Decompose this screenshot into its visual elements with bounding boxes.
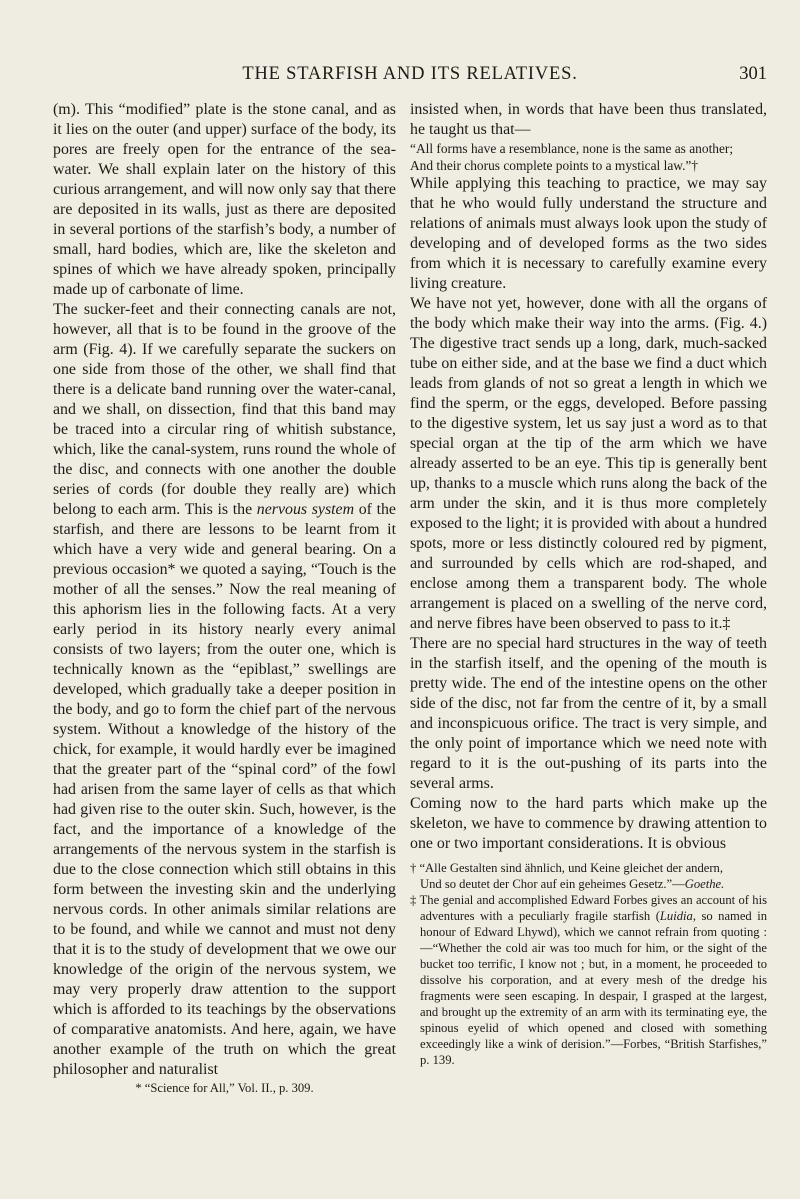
- paragraph-mouth-intestine: There are no special hard structures in the way of teeth in the starfish itself, and the opening of the mouth is pretty wide. The end of the intestine opens on the other side of the disc, not far from the centre of it, by a small and inconspicuous orifice. The tract is very simple, and the only point of importance which we need note with regard to it is the out-pushing of its parts into the several arms.: [410, 635, 767, 792]
- paragraph-nervous-system: [53, 300, 396, 1080]
- footnote-text: , so named in honour of Edward Lhywd), which we cannot refrain from quoting :—“Whether the cold air was too much for him, or the sight of the bucket too terrific, I know not ; but, in a moment, he proceeded to dissolve his corporation, and at every mesh of the dredge his fragments were seen escaping. In despair, I grasped at the largest, and brought up the extremity of an arm with its terminating eye, the spinous eyelid of which opened and closed with something exceedingly like a wink of derision.”—Forbes, “British Starfishes,” p. 139.: [420, 909, 767, 1067]
- verse-line-1: “All forms have a resemblance, none is the same as another;: [410, 141, 734, 156]
- footnote-science-for-all: * “Science for All,” Vol. II., p. 309.: [135, 1081, 314, 1095]
- footnote-goethe: [410, 860, 767, 892]
- footnote-line: Und so deutet der Chor auf ein geheimes Gesetz.”—: [420, 877, 685, 891]
- paragraph-text: The sucker-feet and their connecting canals are not, however, all that is to be found in the groove of the arm (Fig. 4). If we carefully separate the suckers on one side from those of the other, we shall find that there is a delicate band running over the water-canal, and we shall, on dissection, find that this band may be traced into a circular ring of whitish substance, which, like the canal-system, runs round the whole of the disc, and connects with one another the double series of cords (for double they really are) which belong to each arm. This is the: [53, 301, 396, 518]
- footnote-line: † “Alle Gestalten sind ähnlich, und Keine gleichet der andern,: [410, 861, 723, 875]
- paragraph-text: of the starfish, and there are lessons to be learnt from it which have a very wide and general bearing. On a previous occasion* we quoted a saying, “Touch is the mother of all the senses.” Now the real meaning of this aphorism lies in the following facts. At a very early period in its history nearly every animal consists of two layers; from the outer one, which is technically known as the “epiblast,” swellings are developed, which gradually take a deeper position in the body, and go to form the chief part of the nervous system. Without a knowledge of the history of the chick, for example, it would hardly ever be imagined that the greater part of the “spinal cord” of the fowl had arisen from the same layer of cells as that which had given rise to the outer skin. Such, however, is the fact, and the importance of a knowledge of the arrangements of the nervous system in the starfish is due to the close connection which still obtains in this form between the investing skin and the underlying nervous cords. In other animals similar relations are to be found, and while we cannot and must not deny that it is to the study of development that we owe our knowledge of the origin of the nervous system, we may very properly draw attention to the support which is afforded to its teachings by the observations of comparative anatomists. And here, again, we have another example of the truth on which the great philosopher and naturalist: [53, 501, 396, 1078]
- paragraph-stone-canal: (m). This “modified” plate is the stone canal, and as it lies on the outer (and upper) surface of the body, its pores are freely open for the entrance of the sea-water. We shall explain later on the history of this curious arrangement, and will now only say that there are deposited in its walls, just as there are deposited in several portions of the starfish’s body, a number of small, hard bodies, which are, like the skeleton and spines of which we have already spoken, principally made up of carbonate of lime.: [53, 101, 396, 298]
- paragraph-hard-parts: Coming now to the hard parts which make up the skeleton, we have to commence by drawing attention to one or two important considerations. It is obvious: [410, 795, 767, 852]
- paragraph-insisted: insisted when, in words that have been thus translated, he taught us that—: [410, 101, 767, 138]
- emphasis-nervous-system: nervous system: [256, 501, 355, 518]
- running-header: [53, 64, 767, 88]
- footnote-citation: Goethe.: [684, 877, 725, 891]
- right-column: [410, 100, 767, 1068]
- verse-line-2: And their chorus complete points to a mystical law.”†: [410, 158, 699, 173]
- footnote-text: ‡ The genial and accomplished Edward Forbes gives an account of his adventures with a peculiarly fragile starfish (: [410, 893, 767, 923]
- paragraph-applying-teaching: While applying this teaching to practice, we may say that he who would fully understand the structure and relations of animals must always look upon the study of developing and of developed forms as the two sides from which it is necessary to carefully examine every living creature.: [410, 175, 767, 292]
- paragraph-organs-in-arms: We have not yet, however, done with all the organs of the body which make their way into the arms. (Fig. 4.) The digestive tract sends up a long, dark, much-sacked tube on either side, and at the base we find a duct which leads from glands of not so great a length in which we find the sperm, or the eggs, developed. Before passing to the digestive system, let us say just a word as to that special organ at the tip of the arm which we have already asserted to be an eye. This tip is generally bent up, thanks to a muscle which runs along the back of the arm under the skin, and it is thus more completely exposed to the light; it is provided with about a hundred spots, more or less distinctly coloured red by pigment, and surrounded by cells which are rod-shaped, and enclose among them a transparent body. The whole arrangement is placed on a swelling of the nerve cord, and nerve fibres have been observed to pass to it.‡: [410, 295, 767, 632]
- footnote-forbes: [410, 892, 767, 1068]
- emphasis-luidia: Luidia: [659, 909, 693, 923]
- left-column: [53, 100, 396, 1096]
- page-number: 301: [739, 64, 767, 84]
- running-title: THE STARFISH AND ITS RELATIVES.: [242, 64, 578, 84]
